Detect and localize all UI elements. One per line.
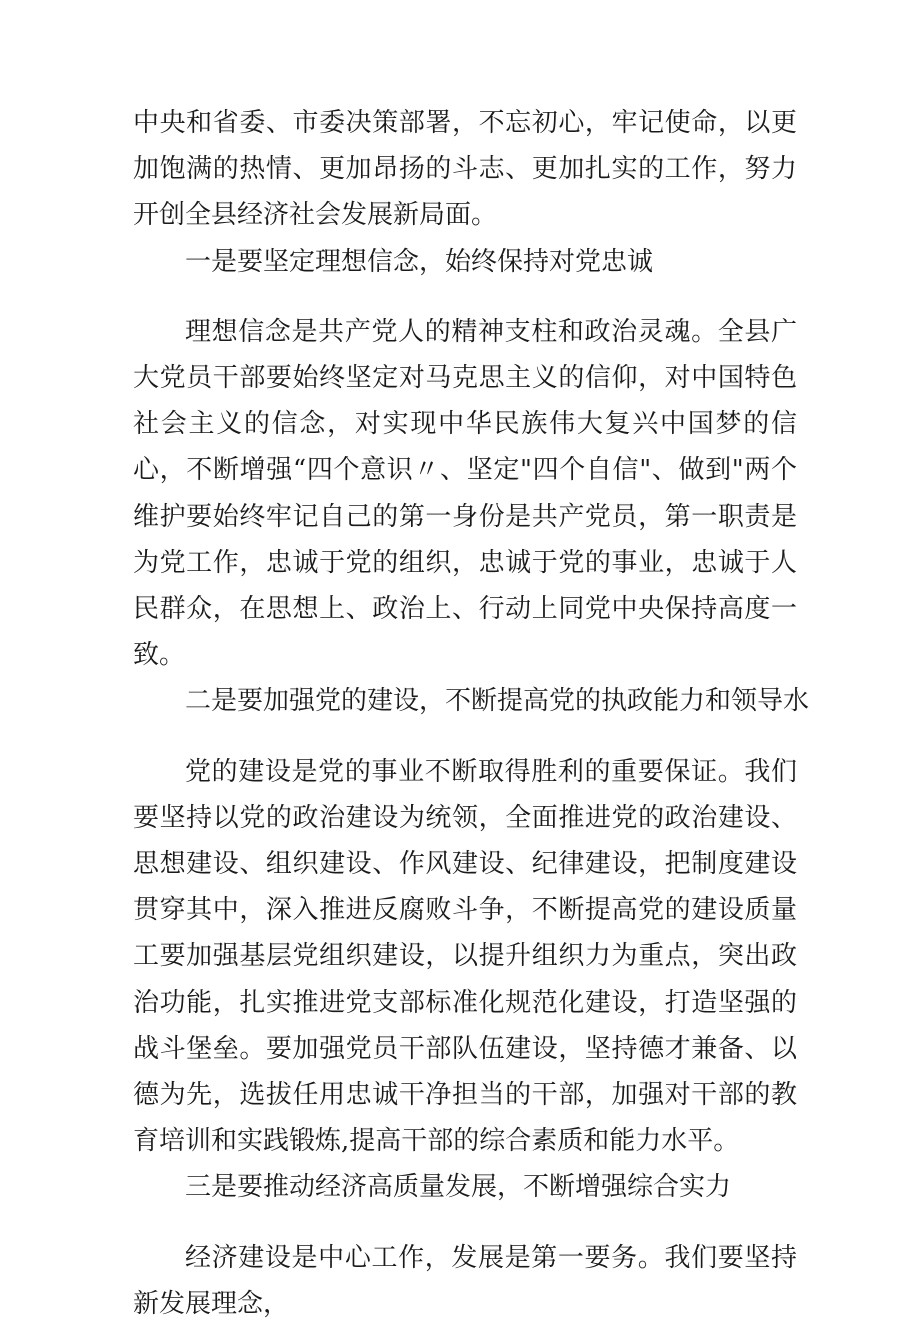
section-body-2: 党的建设是党的事业不断取得胜利的重要保证。我们要坚持以党的政治建设为统领，全面推进党的政治建设、思想建设、组织建设、作风建设、纪律建设，把制度建设贯穿其中，深入推进反腐败斗争，不断提高党的建设质量工要加强基层党组织建设，以提升组织力为重点，突出政治功能，扎实推进党支部标准化规范化建设，打造坚强的战斗堡垒。要加强党员干部队伍建设，坚持德才兼备、以德为先，选拔任用忠诚干净担当的干部，加强对干部的教育培训和实践锻炼,提高干部的综合素质和能力水平。 [133,756,797,1157]
intro-paragraph: 中央和省委、市委决策部署，不忘初心，牢记使命，以更加饱满的热情、更加昂扬的斗志、更加扎实的工作，努力开创全县经济社会发展新局面。 [133,108,797,231]
section-body-3: 经济建设是中心工作，发展是第一要务。我们要坚持新发展理念， [133,1242,797,1319]
document-body [133,100,810,1327]
section-body-1: 理想信念是共产党人的精神支柱和政治灵魂。全县广大党员干部要始终坚定对马克思主义的信仰，对中国特色社会主义的信念，对实现中华民族伟大复兴中国梦的信心，不断增强“四个意识〃、坚定"四个自信"、做到"两个维护要始终牢记自己的第一身份是共产党员，第一职责是为党工作，忠诚于党的组织，忠诚于党的事业，忠诚于人民群众，在思想上、政治上、行动上同党中央保持高度一致。 [133,316,797,671]
section-heading-2: 二是要加强党的建设，不断提高党的执政能力和领导水 [185,686,810,717]
section-heading-3: 三是要推动经济高质量发展，不断增强综合实力 [185,1172,732,1203]
section-heading-1: 一是要坚定理想信念，始终保持对党忠诚 [185,246,654,277]
